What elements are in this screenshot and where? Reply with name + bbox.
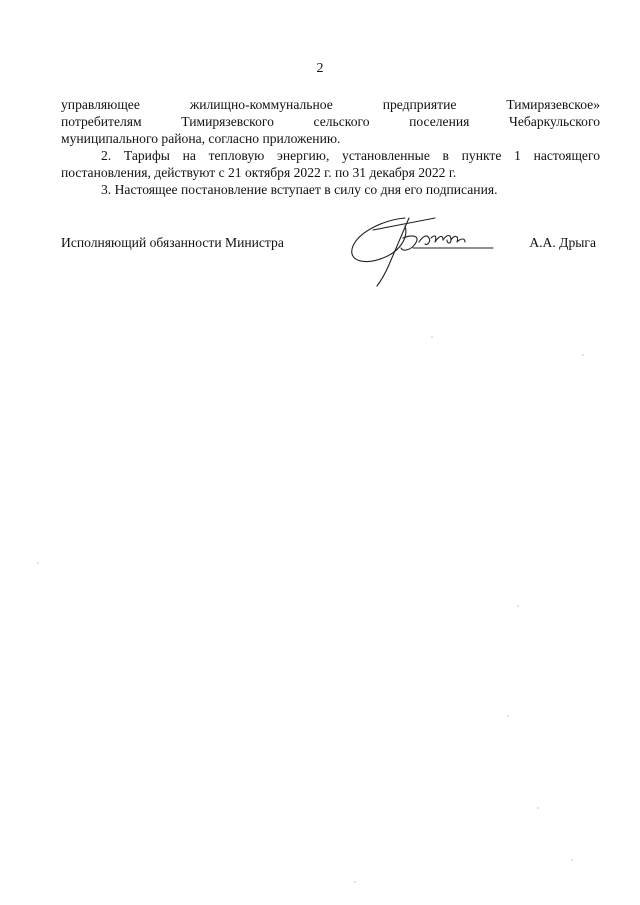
signature-block <box>61 230 600 290</box>
paragraph-line: 2. Тарифы на тепловую энергию, установленные в пункте 1 настоящего <box>101 148 600 163</box>
paragraph-line: 3. Настоящее постановление вступает в силу со дня его подписания. <box>101 182 498 197</box>
document-body <box>61 96 600 198</box>
paragraph-line: потребителям Тимирязевского сельского поселения Чебаркульского <box>61 114 600 129</box>
handwritten-signature <box>343 208 503 288</box>
paragraph-continuation <box>61 96 600 147</box>
paragraph-item-2 <box>61 147 600 181</box>
paragraph-item-3 <box>61 181 600 198</box>
signatory-role: Исполняющий обязанности Министра <box>61 235 284 250</box>
signatory-name: А.А. Дрыга <box>529 235 596 250</box>
paragraph-line: постановления, действуют с 21 октября 2022 г. по 31 декабря 2022 г. <box>61 165 457 180</box>
paragraph-line: управляющее жилищно-коммунальное предприятие Тимирязевское» <box>61 97 600 112</box>
paragraph-line: муниципального района, согласно приложению. <box>61 131 341 146</box>
page-number: 2 <box>316 61 324 76</box>
